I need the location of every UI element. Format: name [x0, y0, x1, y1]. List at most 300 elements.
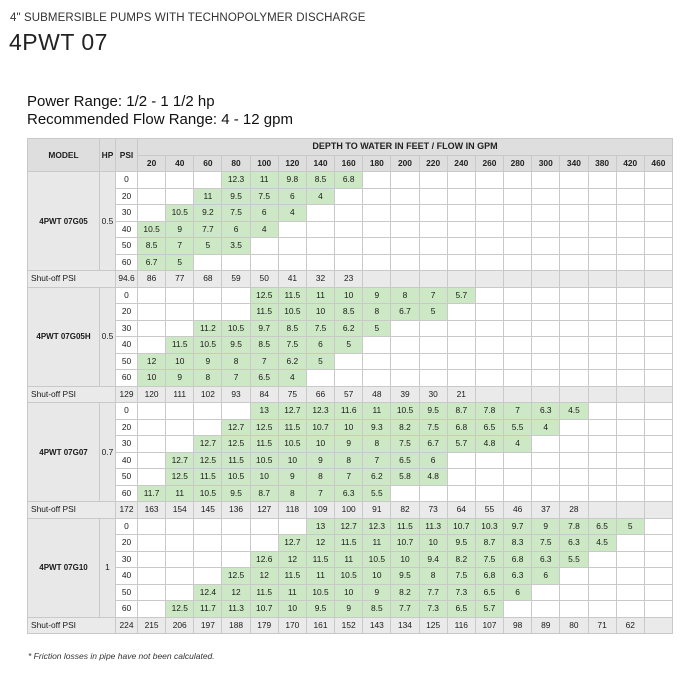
- series-subtitle: 4" SUBMERSIBLE PUMPS WITH TECHNOPOLYMER DISCHARGE: [10, 12, 366, 24]
- table-row: [28, 353, 673, 370]
- flow-cell: 3.5: [222, 238, 250, 255]
- flow-cell: [447, 353, 475, 370]
- shutoff-cell: [644, 502, 672, 519]
- flow-cell: [363, 221, 391, 238]
- shutoff-cell: 82: [391, 502, 419, 519]
- flow-cell: [391, 370, 419, 387]
- flow-cell: [419, 188, 447, 205]
- shutoff-psi: 129: [116, 386, 138, 403]
- flow-cell: [588, 320, 616, 337]
- shutoff-cell: 118: [278, 502, 306, 519]
- shutoff-label: Shut-off PSI: [28, 617, 116, 634]
- flow-cell: [194, 535, 222, 552]
- shutoff-cell: [363, 271, 391, 288]
- flow-cell: 10: [363, 568, 391, 585]
- flow-cell: [644, 254, 672, 271]
- footnote: * Friction losses in pipe have not been calculated.: [28, 651, 215, 661]
- flow-cell: [588, 436, 616, 453]
- flow-cell: 6.7: [391, 304, 419, 321]
- flow-cell: [194, 419, 222, 436]
- shutoff-cell: 197: [194, 617, 222, 634]
- shutoff-cell: [616, 386, 644, 403]
- flow-cell: 10: [335, 419, 363, 436]
- flow-cell: 9.5: [391, 568, 419, 585]
- flow-cell: [616, 436, 644, 453]
- shutoff-cell: 57: [335, 386, 363, 403]
- flow-cell: [363, 238, 391, 255]
- shutoff-cell: 48: [363, 386, 391, 403]
- table-row: [28, 221, 673, 238]
- flow-cell: [616, 584, 644, 601]
- flow-cell: 6.5: [447, 601, 475, 618]
- flow-cell: [644, 172, 672, 189]
- table-row: [28, 452, 673, 469]
- flow-cell: [306, 205, 334, 222]
- flow-cell: 11.5: [278, 568, 306, 585]
- flow-cell: 9.5: [419, 403, 447, 420]
- shutoff-cell: 68: [194, 271, 222, 288]
- model-hp: 1: [100, 518, 116, 617]
- flow-cell: [644, 535, 672, 552]
- flow-cell: [532, 188, 560, 205]
- flow-cell: [166, 568, 194, 585]
- shutoff-psi: 224: [116, 617, 138, 634]
- flow-cell: 10: [138, 370, 166, 387]
- shutoff-label: Shut-off PSI: [28, 386, 116, 403]
- flow-cell: [138, 518, 166, 535]
- flow-cell: [588, 370, 616, 387]
- shutoff-cell: [447, 271, 475, 288]
- depth-header-cell: 160: [335, 155, 363, 172]
- flow-cell: 12.4: [194, 584, 222, 601]
- shutoff-cell: 73: [419, 502, 447, 519]
- flow-cell: [475, 205, 503, 222]
- flow-cell: 4: [278, 205, 306, 222]
- model-name: 4PWT 07G10: [28, 518, 100, 617]
- flow-cell: [194, 551, 222, 568]
- flow-cell: 7.5: [447, 568, 475, 585]
- flow-cell: [616, 370, 644, 387]
- flow-cell: [138, 287, 166, 304]
- flow-cell: [447, 370, 475, 387]
- flow-cell: 6: [419, 452, 447, 469]
- flow-cell: [588, 172, 616, 189]
- flow-cell: 8.2: [391, 419, 419, 436]
- flow-cell: 11.5: [166, 337, 194, 354]
- shutoff-cell: 143: [363, 617, 391, 634]
- flow-cell: [306, 221, 334, 238]
- shutoff-cell: 62: [616, 617, 644, 634]
- shutoff-label: Shut-off PSI: [28, 271, 116, 288]
- flow-cell: 10.5: [194, 337, 222, 354]
- table-row: [28, 238, 673, 255]
- flow-cell: [588, 205, 616, 222]
- flow-cell: [335, 353, 363, 370]
- flow-cell: 12: [306, 535, 334, 552]
- flow-cell: [475, 188, 503, 205]
- depth-header-cell: 180: [363, 155, 391, 172]
- shutoff-cell: 86: [138, 271, 166, 288]
- flow-cell: [391, 205, 419, 222]
- flow-cell: [504, 485, 532, 502]
- psi-cell: 20: [116, 419, 138, 436]
- flow-cell: 12.5: [194, 452, 222, 469]
- flow-cell: 8.7: [250, 485, 278, 502]
- flow-cell: [419, 205, 447, 222]
- flow-cell: 9.7: [504, 518, 532, 535]
- flow-cell: [250, 518, 278, 535]
- table-row: [28, 601, 673, 618]
- flow-cell: [138, 403, 166, 420]
- flow-cell: 11.5: [278, 287, 306, 304]
- flow-cell: [616, 601, 644, 618]
- flow-cell: 7.7: [419, 584, 447, 601]
- flow-cell: 12.3: [306, 403, 334, 420]
- psi-header: PSI: [116, 139, 138, 172]
- flow-cell: 9.8: [278, 172, 306, 189]
- flow-cell: 5.8: [391, 469, 419, 486]
- flow-cell: 7: [504, 403, 532, 420]
- flow-cell: [504, 221, 532, 238]
- flow-cell: [616, 337, 644, 354]
- flow-cell: [419, 320, 447, 337]
- flow-cell: [475, 469, 503, 486]
- shutoff-cell: 179: [250, 617, 278, 634]
- flow-cell: 9: [363, 584, 391, 601]
- flow-cell: [194, 403, 222, 420]
- flow-cell: [391, 353, 419, 370]
- flow-cell: 8.5: [335, 304, 363, 321]
- flow-cell: [391, 337, 419, 354]
- flow-cell: 4: [306, 188, 334, 205]
- flow-cell: 7: [166, 238, 194, 255]
- flow-cell: [447, 188, 475, 205]
- flow-cell: 9: [166, 221, 194, 238]
- flow-cell: 11.5: [194, 469, 222, 486]
- flow-cell: 9: [166, 370, 194, 387]
- flow-cell: [250, 238, 278, 255]
- flow-cell: 8: [278, 485, 306, 502]
- flow-cell: [560, 172, 588, 189]
- flow-cell: 6.3: [504, 568, 532, 585]
- shutoff-label: Shut-off PSI: [28, 502, 116, 519]
- flow-cell: [250, 535, 278, 552]
- flow-cell: [194, 304, 222, 321]
- flow-cell: [222, 551, 250, 568]
- flow-cell: [616, 551, 644, 568]
- table-row: [28, 485, 673, 502]
- shutoff-cell: 120: [138, 386, 166, 403]
- shutoff-cell: [644, 386, 672, 403]
- flow-cell: 9.5: [306, 601, 334, 618]
- shutoff-cell: 77: [166, 271, 194, 288]
- psi-cell: 30: [116, 551, 138, 568]
- flow-cell: [166, 304, 194, 321]
- flow-cell: 10.5: [222, 320, 250, 337]
- flow-cell: 6.3: [335, 485, 363, 502]
- hp-header: HP: [100, 139, 116, 172]
- psi-cell: 0: [116, 172, 138, 189]
- flow-cell: 9.2: [194, 205, 222, 222]
- flow-cell: [532, 172, 560, 189]
- flow-cell: 7: [419, 287, 447, 304]
- flow-cell: [588, 568, 616, 585]
- flow-cell: 6: [222, 221, 250, 238]
- flow-cell: [138, 584, 166, 601]
- flow-cell: 6.5: [475, 584, 503, 601]
- flow-cell: [560, 304, 588, 321]
- psi-cell: 20: [116, 535, 138, 552]
- shutoff-cell: 161: [306, 617, 334, 634]
- flow-cell: 12.7: [278, 535, 306, 552]
- flow-cell: [138, 601, 166, 618]
- depth-header-cell: 200: [391, 155, 419, 172]
- flow-cell: 12.5: [222, 436, 250, 453]
- flow-cell: 11.3: [222, 601, 250, 618]
- performance-table: [27, 138, 673, 634]
- flow-cell: [447, 172, 475, 189]
- flow-cell: [532, 485, 560, 502]
- flow-cell: [644, 188, 672, 205]
- flow-cell: 11.5: [278, 419, 306, 436]
- table-row: [28, 535, 673, 552]
- flow-cell: [644, 403, 672, 420]
- flow-cell: [335, 188, 363, 205]
- flow-cell: 12.7: [166, 452, 194, 469]
- shutoff-cell: [560, 386, 588, 403]
- flow-cell: 5: [419, 304, 447, 321]
- flow-cell: [532, 469, 560, 486]
- psi-cell: 40: [116, 568, 138, 585]
- shutoff-cell: 107: [475, 617, 503, 634]
- flow-cell: [616, 205, 644, 222]
- flow-cell: [475, 452, 503, 469]
- flow-cell: 11: [278, 584, 306, 601]
- flow-cell: 7.5: [306, 320, 334, 337]
- flow-cell: 10: [278, 601, 306, 618]
- flow-cell: 6.3: [532, 551, 560, 568]
- shutoff-cell: 39: [391, 386, 419, 403]
- depth-header-cell: 340: [560, 155, 588, 172]
- shutoff-cell: 71: [588, 617, 616, 634]
- model-hp: 0.5: [100, 172, 116, 271]
- flow-cell: 5: [616, 518, 644, 535]
- flow-cell: 5: [306, 353, 334, 370]
- shutoff-cell: [391, 271, 419, 288]
- shutoff-cell: 163: [138, 502, 166, 519]
- flow-cell: 5.5: [560, 551, 588, 568]
- flow-cell: [475, 221, 503, 238]
- shutoff-cell: 75: [278, 386, 306, 403]
- flow-cell: 9: [363, 287, 391, 304]
- flow-cell: 10.5: [250, 452, 278, 469]
- flow-cell: 4: [532, 419, 560, 436]
- flow-cell: 11.5: [250, 436, 278, 453]
- flow-cell: [588, 337, 616, 354]
- flow-cell: [532, 452, 560, 469]
- flow-cell: 10.5: [363, 551, 391, 568]
- shutoff-psi: 172: [116, 502, 138, 519]
- flow-cell: [644, 320, 672, 337]
- flow-cell: [138, 568, 166, 585]
- flow-cell: 6.8: [447, 419, 475, 436]
- flow-cell: 10: [306, 304, 334, 321]
- model-name: 4PWT 07G05H: [28, 287, 100, 386]
- psi-cell: 50: [116, 238, 138, 255]
- flow-cell: [391, 172, 419, 189]
- flow-cell: 9: [335, 601, 363, 618]
- flow-cell: [560, 601, 588, 618]
- flow-cell: [222, 287, 250, 304]
- flow-cell: [447, 469, 475, 486]
- flow-cell: 6.8: [475, 568, 503, 585]
- flow-cell: [419, 254, 447, 271]
- flow-cell: 5.7: [447, 287, 475, 304]
- model-header: MODEL: [28, 139, 100, 172]
- flow-cell: [504, 254, 532, 271]
- flow-cell: 6.2: [335, 320, 363, 337]
- flow-cell: [475, 172, 503, 189]
- flow-cell: [532, 287, 560, 304]
- flow-cell: 5.5: [363, 485, 391, 502]
- psi-cell: 60: [116, 370, 138, 387]
- shutoff-cell: 50: [250, 271, 278, 288]
- flow-cell: 11: [363, 403, 391, 420]
- flow-cell: 6.5: [475, 419, 503, 436]
- flow-cell: [138, 436, 166, 453]
- flow-cell: 4.8: [475, 436, 503, 453]
- flow-cell: [560, 238, 588, 255]
- shutoff-cell: 206: [166, 617, 194, 634]
- flow-cell: [278, 518, 306, 535]
- shutoff-cell: 111: [166, 386, 194, 403]
- flow-cell: [504, 353, 532, 370]
- flow-cell: 6: [504, 584, 532, 601]
- depth-header-cell: 220: [419, 155, 447, 172]
- flow-cell: [391, 221, 419, 238]
- table-row: [28, 469, 673, 486]
- shutoff-cell: 21: [447, 386, 475, 403]
- flow-cell: [644, 205, 672, 222]
- shutoff-cell: [588, 386, 616, 403]
- flow-cell: [447, 337, 475, 354]
- flow-cell: [504, 320, 532, 337]
- flow-cell: [447, 205, 475, 222]
- flow-cell: [532, 353, 560, 370]
- flow-cell: 11: [363, 535, 391, 552]
- flow-cell: [532, 221, 560, 238]
- flow-cell: 12.3: [222, 172, 250, 189]
- flow-cell: 9: [335, 436, 363, 453]
- flow-cell: 11.5: [250, 304, 278, 321]
- shutoff-cell: 59: [222, 271, 250, 288]
- shutoff-cell: 89: [532, 617, 560, 634]
- flow-cell: [166, 436, 194, 453]
- flow-cell: 8.5: [250, 337, 278, 354]
- flow-cell: [588, 188, 616, 205]
- table-row: [28, 370, 673, 387]
- flow-cell: 11.7: [194, 601, 222, 618]
- flow-cell: [644, 304, 672, 321]
- depth-header-cell: 100: [250, 155, 278, 172]
- shutoff-cell: 134: [391, 617, 419, 634]
- table-row: [28, 436, 673, 453]
- flow-cell: [391, 485, 419, 502]
- flow-cell: 12.5: [250, 287, 278, 304]
- flow-cell: [335, 221, 363, 238]
- flow-cell: [616, 419, 644, 436]
- table-row: [28, 254, 673, 271]
- flow-cell: [644, 221, 672, 238]
- flow-cell: [532, 254, 560, 271]
- flow-cell: [616, 535, 644, 552]
- shutoff-cell: 102: [194, 386, 222, 403]
- flow-cell: [644, 436, 672, 453]
- shutoff-cell: 127: [250, 502, 278, 519]
- flow-cell: [616, 287, 644, 304]
- flow-cell: [447, 254, 475, 271]
- flow-cell: 7.7: [194, 221, 222, 238]
- flow-cell: 12.5: [250, 419, 278, 436]
- flow-cell: 6.8: [504, 551, 532, 568]
- flow-cell: 9.5: [222, 485, 250, 502]
- flow-cell: [222, 535, 250, 552]
- psi-cell: 40: [116, 337, 138, 354]
- depth-header-cell: 120: [278, 155, 306, 172]
- table-row: [28, 419, 673, 436]
- flow-cell: [166, 584, 194, 601]
- flow-cell: 10: [335, 287, 363, 304]
- table-body: [28, 172, 673, 634]
- depth-header-cell: 380: [588, 155, 616, 172]
- flow-cell: 8.2: [391, 584, 419, 601]
- flow-cell: 7.5: [475, 551, 503, 568]
- flow-cell: 8: [222, 353, 250, 370]
- table-row: [28, 304, 673, 321]
- flow-cell: [447, 304, 475, 321]
- flow-cell: 6.7: [419, 436, 447, 453]
- flow-cell: 12.7: [194, 436, 222, 453]
- flow-cell: [588, 419, 616, 436]
- flow-cell: [588, 403, 616, 420]
- psi-cell: 30: [116, 436, 138, 453]
- flow-cell: 6.2: [278, 353, 306, 370]
- flow-cell: 11.5: [306, 551, 334, 568]
- flow-cell: 8.5: [278, 320, 306, 337]
- flow-cell: [532, 370, 560, 387]
- flow-cell: [644, 568, 672, 585]
- flow-cell: [588, 551, 616, 568]
- flow-cell: [419, 172, 447, 189]
- shutoff-row: [28, 617, 673, 634]
- flow-cell: 7.8: [475, 403, 503, 420]
- flow-cell: 7.7: [391, 601, 419, 618]
- flow-cell: [532, 238, 560, 255]
- flow-cell: [138, 469, 166, 486]
- flow-cell: [644, 584, 672, 601]
- flow-cell: [644, 518, 672, 535]
- shutoff-cell: 28: [560, 502, 588, 519]
- flow-cell: 6.3: [532, 403, 560, 420]
- flow-cell: [560, 320, 588, 337]
- flow-cell: [222, 254, 250, 271]
- shutoff-cell: [475, 386, 503, 403]
- flow-cell: 8: [335, 452, 363, 469]
- flow-cell: [475, 254, 503, 271]
- flow-cell: 12: [278, 551, 306, 568]
- flow-cell: [616, 221, 644, 238]
- shutoff-cell: 84: [250, 386, 278, 403]
